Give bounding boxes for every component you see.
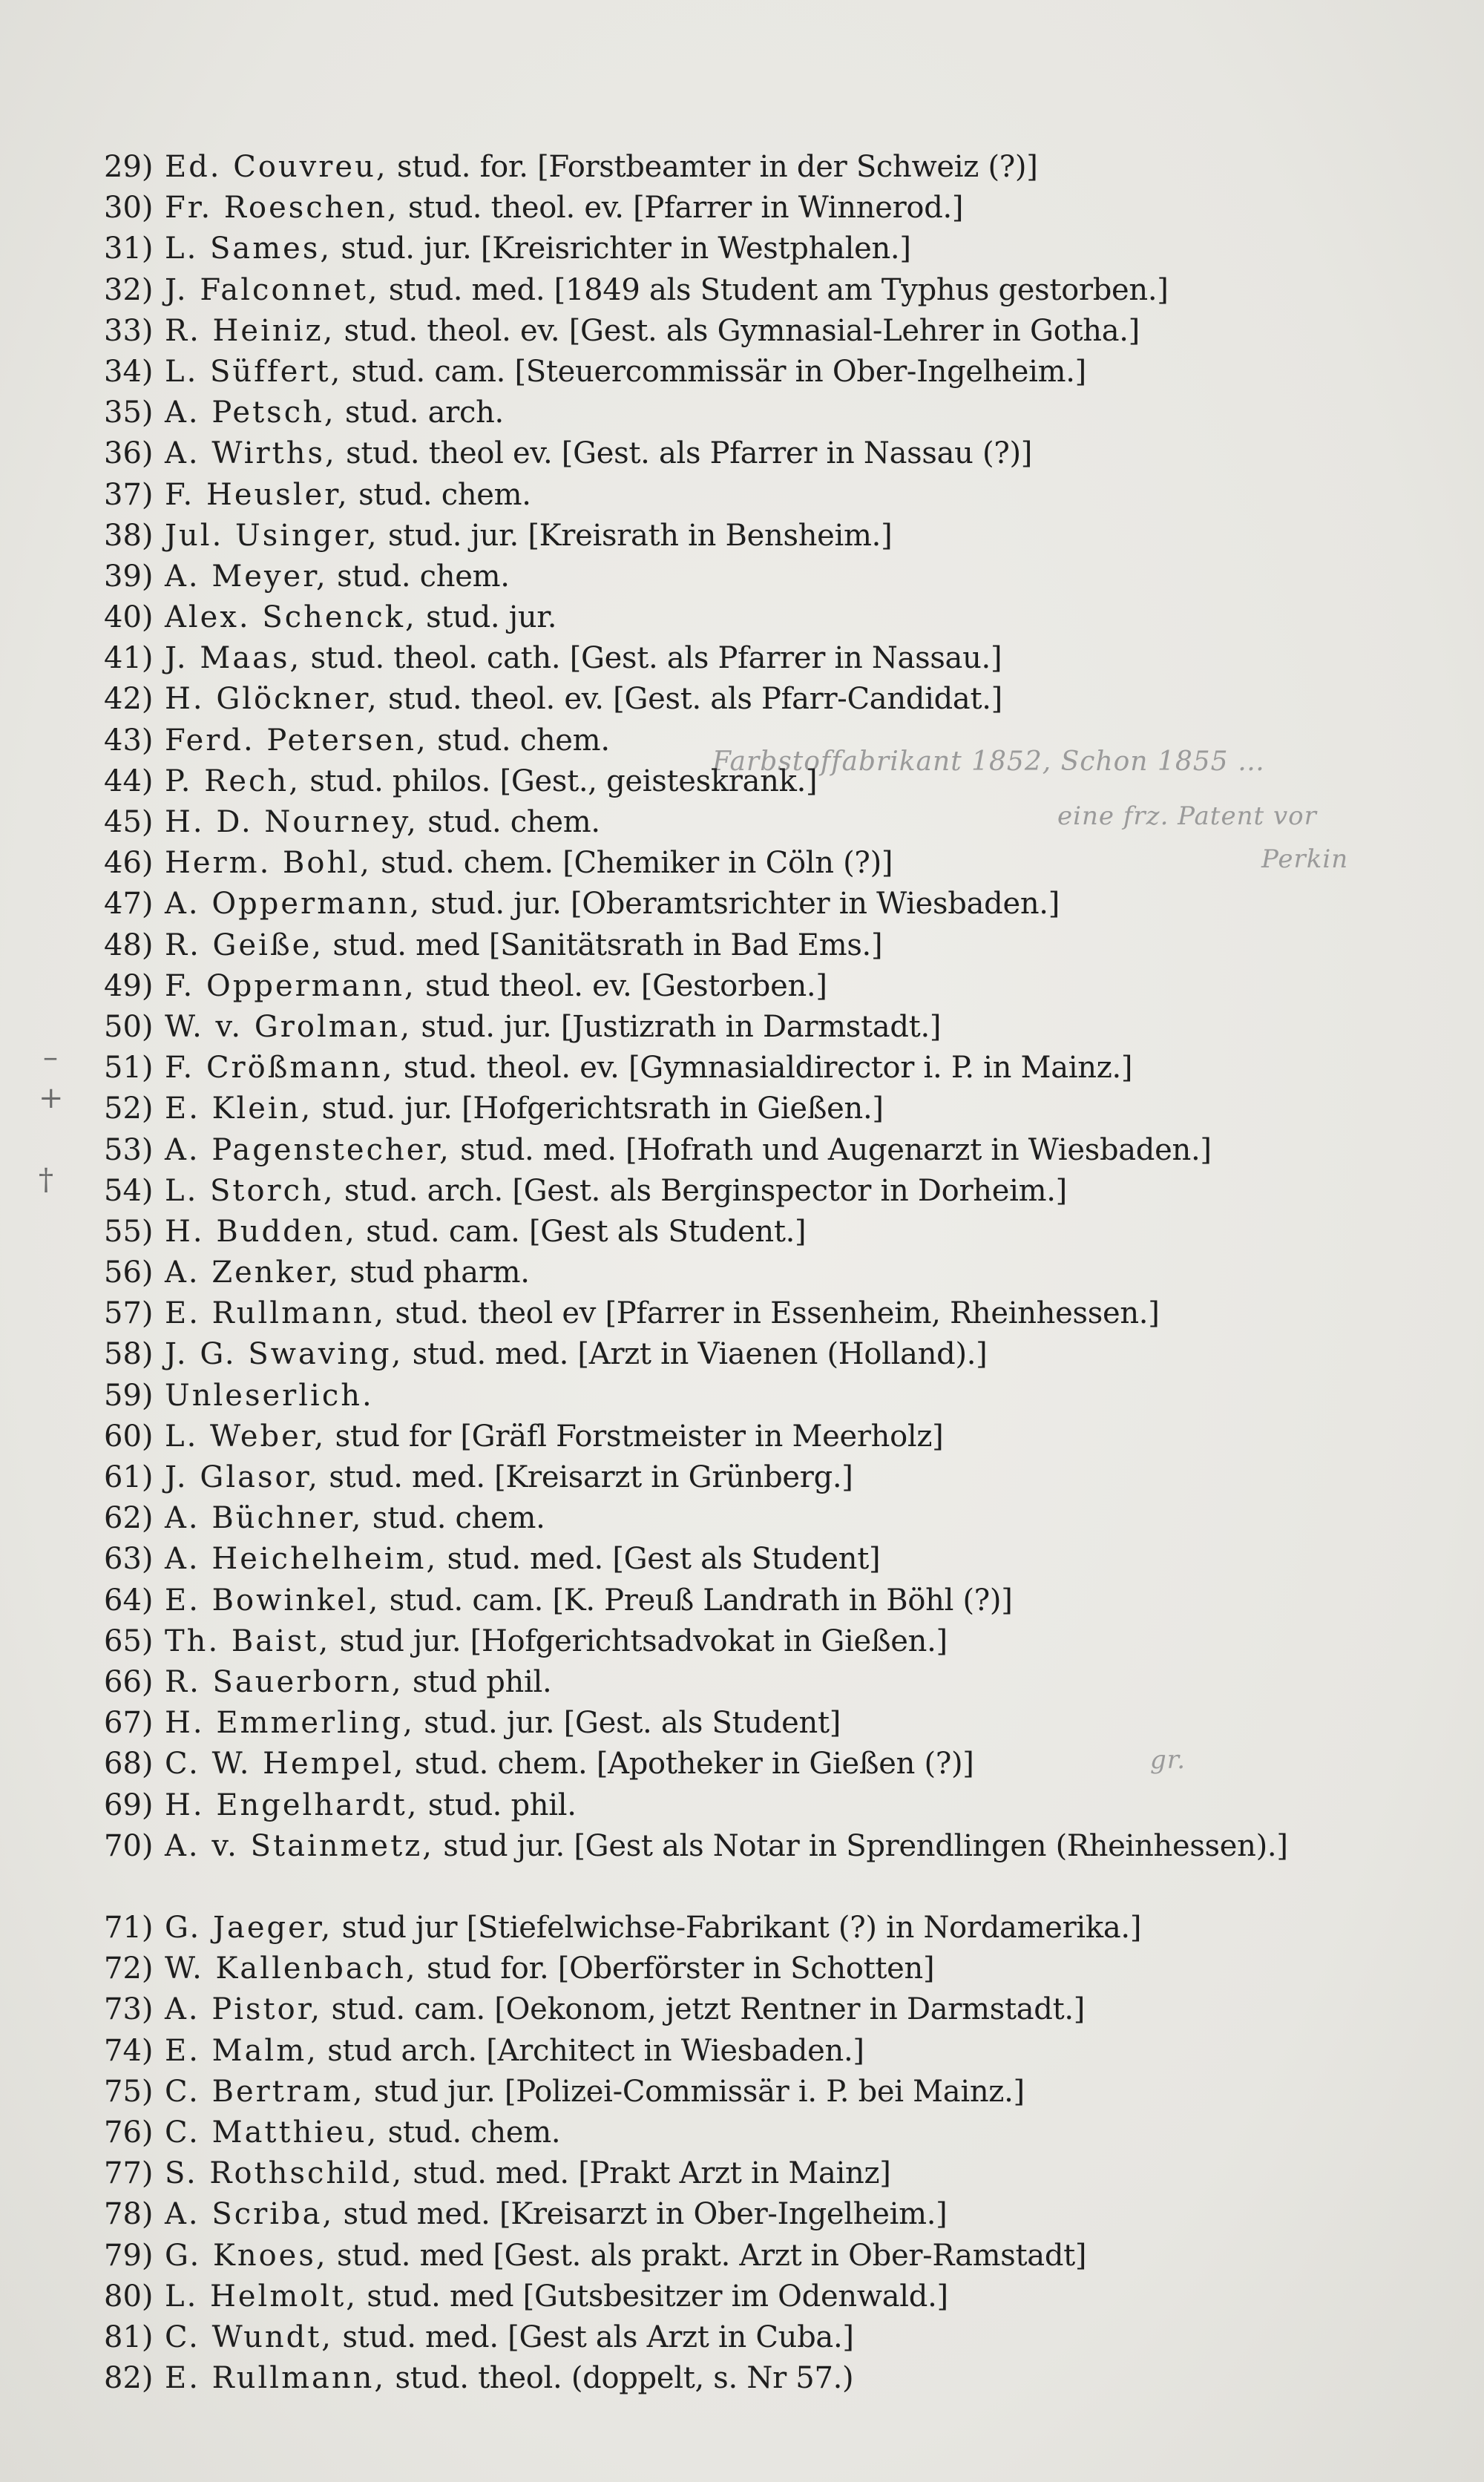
entry-name: A. Büchner, xyxy=(165,1501,364,1536)
list-item xyxy=(0,188,1484,229)
list-item xyxy=(0,1826,1484,1908)
entry-name: A. Oppermann, xyxy=(165,887,422,922)
entry-name: A. Wirths, xyxy=(165,436,337,471)
list-item xyxy=(0,802,1484,843)
list-item xyxy=(0,1539,1484,1580)
entry-details: stud jur. [Hofgerichtsadvokat in Gießen.] xyxy=(330,1624,948,1658)
entry-details: stud. med. [1849 als Student am Typhus gestorben.] xyxy=(379,272,1169,307)
list-item xyxy=(0,1948,1484,1989)
entry-details: stud. med. [Hofrath und Augenarzt in Wiesbaden.] xyxy=(450,1132,1212,1167)
entry-details: stud theol. ev. [Gestorben.] xyxy=(416,968,827,1003)
entry-details: stud for [Gräfl Forstmeister in Meerholz] xyxy=(326,1419,944,1454)
list-item xyxy=(0,1376,1484,1416)
entry-details: stud. chem. [Chemiker in Cöln (?)] xyxy=(371,846,893,881)
entry-details: stud. chem. [Apotheker in Gießen (?)] xyxy=(405,1747,974,1782)
entry-name: R. Geiße, xyxy=(165,928,324,962)
entry-number: 33) xyxy=(104,313,154,348)
entry-text xyxy=(165,1130,1454,1171)
entry-text xyxy=(165,2276,1454,2317)
entry-name: W. v. Grolman, xyxy=(165,1009,413,1044)
entry-number: 76) xyxy=(104,2115,154,2150)
entry-details: stud. phil. xyxy=(418,1787,577,1822)
entry-text xyxy=(165,1744,1454,1785)
list-item xyxy=(0,2153,1484,2194)
entry-number: 64) xyxy=(104,1583,154,1618)
entry-text xyxy=(165,720,1454,761)
entry-text xyxy=(165,311,1454,352)
entry-text xyxy=(165,1908,1454,1948)
entry-text xyxy=(165,2112,1454,2153)
entry-text xyxy=(165,1785,1454,1826)
entry-number: 42) xyxy=(104,682,154,717)
entry-number: 75) xyxy=(104,2074,154,2109)
entry-details: stud. theol. (doppelt, s. Nr 57.) xyxy=(386,2361,854,2396)
entry-details: stud. arch. [Gest. als Berginspector in Dorheim.] xyxy=(335,1173,1067,1208)
entry-number: 82) xyxy=(104,2361,154,2396)
entry-name: H. Engelhardt, xyxy=(165,1787,419,1822)
entry-text xyxy=(165,352,1454,393)
entry-name: H. Budden, xyxy=(165,1214,357,1249)
entry-name: F. Heusler, xyxy=(165,477,349,512)
entry-details: stud for. [Oberförster in Schotten] xyxy=(417,1951,935,1986)
entry-name: E. Klein, xyxy=(165,1091,313,1126)
entry-details: stud. theol ev. [Gest. als Pfarrer in Nassau (?)] xyxy=(336,436,1033,471)
entry-details: stud. med. [Arzt in Viaenen (Holland).] xyxy=(403,1337,988,1372)
list-item xyxy=(0,557,1484,597)
entry-text xyxy=(165,1334,1454,1375)
entry-text xyxy=(165,475,1454,516)
list-item xyxy=(0,1580,1484,1621)
entry-text xyxy=(165,679,1454,720)
entry-details: stud. theol. ev. [Pfarrer in Winnerod.] xyxy=(398,191,964,226)
entry-details: stud. for. [Forstbeamter in der Schweiz (?)] xyxy=(387,150,1038,184)
entry-text xyxy=(165,1212,1454,1253)
list-item xyxy=(0,1416,1484,1457)
entry-name: A. Heichelheim, xyxy=(165,1542,439,1577)
entry-text xyxy=(165,188,1454,229)
entry-name: A. Meyer, xyxy=(165,559,328,594)
entry-text xyxy=(165,393,1454,433)
entry-details: stud. chem. xyxy=(418,805,600,839)
entry-number: 37) xyxy=(104,477,154,512)
margin-cross-mark: † xyxy=(39,1163,53,1197)
entry-name: E. Rullmann, xyxy=(165,1296,387,1331)
entry-name: S. Rothschild, xyxy=(165,2156,404,2191)
entry-text xyxy=(165,1989,1454,2030)
student-list xyxy=(0,147,1484,2399)
entry-name: J. G. Swaving, xyxy=(165,1337,404,1372)
entry-number: 66) xyxy=(104,1664,154,1699)
list-item xyxy=(0,2317,1484,2358)
entry-text xyxy=(165,966,1454,1007)
entry-details: stud. med. [Gest als Arzt in Cuba.] xyxy=(333,2320,854,2354)
entry-details: stud. jur. [Kreisrichter in Westphalen.] xyxy=(332,232,911,266)
entry-text xyxy=(165,229,1454,269)
entry-name: E. Bowinkel, xyxy=(165,1583,381,1618)
entry-name: L. Sames, xyxy=(165,232,332,266)
entry-number: 80) xyxy=(104,2279,154,2314)
list-item xyxy=(0,966,1484,1007)
entry-name: J. Glasor, xyxy=(165,1460,321,1494)
list-item xyxy=(0,1334,1484,1375)
entry-name: Ferd. Petersen, xyxy=(165,723,428,758)
entry-name: E. Rullmann, xyxy=(165,2361,387,2396)
margin-dash-mark: – xyxy=(43,1040,58,1074)
entry-number: 77) xyxy=(104,2156,154,2191)
entry-name: F. Oppermann, xyxy=(165,968,416,1003)
list-item xyxy=(0,1744,1484,1785)
entry-text xyxy=(165,1948,1454,1989)
list-item xyxy=(0,1989,1484,2030)
entry-details: stud. chem. xyxy=(349,477,531,512)
entry-number: 61) xyxy=(104,1460,154,1494)
entry-number: 35) xyxy=(104,395,154,430)
entry-name: H. Glöckner, xyxy=(165,682,379,717)
entry-details: stud. chem. xyxy=(378,2115,561,2150)
entry-number: 43) xyxy=(104,723,154,758)
entry-number: 68) xyxy=(104,1747,154,1782)
entry-number: 47) xyxy=(104,887,154,922)
list-item xyxy=(0,1089,1484,1129)
list-item xyxy=(0,516,1484,557)
handwritten-note-68: gr. xyxy=(1150,1745,1186,1775)
entry-name: G. Jaeger, xyxy=(165,1911,333,1946)
list-item xyxy=(0,229,1484,269)
list-item xyxy=(0,1048,1484,1089)
entry-details: stud. philos. [Gest., geisteskrank.] xyxy=(300,764,818,798)
entry-name: P. Rech, xyxy=(165,764,301,798)
entry-details: stud arch. [Architect in Wiesbaden.] xyxy=(318,2033,864,2068)
entry-name: R. Sauerborn, xyxy=(165,1664,404,1699)
list-item xyxy=(0,638,1484,679)
entry-name: L. Helmolt, xyxy=(165,2279,358,2314)
entry-number: 38) xyxy=(104,518,154,553)
entry-details: stud pharm. xyxy=(340,1255,530,1290)
entry-name: A. Petsch, xyxy=(165,395,336,430)
entry-details: stud. med. [Prakt Arzt in Mainz] xyxy=(404,2156,891,2191)
entry-text xyxy=(165,2031,1454,2072)
list-item xyxy=(0,1212,1484,1253)
entry-details: stud. theol. cath. [Gest. als Pfarrer in Nassau.] xyxy=(301,641,1002,676)
entry-text xyxy=(165,884,1454,925)
margin-plus-mark: + xyxy=(39,1081,64,1115)
entry-name: Fr. Roeschen, xyxy=(165,191,399,226)
entry-name: Alex. Schenck, xyxy=(165,600,417,635)
handwritten-note-45: eine frz. Patent vor xyxy=(1057,801,1317,831)
entry-number: 36) xyxy=(104,436,154,471)
entry-details: stud. jur. xyxy=(416,600,557,635)
entry-text xyxy=(165,1498,1454,1539)
entry-details: stud. jur. [Kreisrath in Bensheim.] xyxy=(378,518,893,553)
entry-text xyxy=(165,516,1454,557)
entry-number: 63) xyxy=(104,1542,154,1577)
entry-name: Ed. Couvreu, xyxy=(165,150,388,184)
entry-details: stud. theol. ev. [Gymnasialdirector i. P. in Mainz.] xyxy=(394,1051,1133,1086)
entry-number: 57) xyxy=(104,1296,154,1331)
entry-number: 67) xyxy=(104,1706,154,1741)
list-item xyxy=(0,270,1484,311)
entry-name: A. Pistor, xyxy=(165,1992,323,2027)
entry-name: C. Wundt, xyxy=(165,2320,334,2354)
entry-details: stud. chem. xyxy=(363,1501,545,1536)
entry-name: C. W. Hempel, xyxy=(165,1747,406,1782)
entry-number: 53) xyxy=(104,1132,154,1167)
entry-text xyxy=(165,1253,1454,1293)
list-item xyxy=(0,1007,1484,1048)
list-item xyxy=(0,1662,1484,1703)
entry-number: 31) xyxy=(104,232,154,266)
entry-text xyxy=(165,2072,1454,2112)
entry-text xyxy=(165,2153,1454,2194)
entry-details: stud jur. [Gest als Notar in Sprendlingen (Rheinhessen).] xyxy=(433,1828,1288,1863)
entry-details: stud. theol ev [Pfarrer in Essenheim, Rheinhessen.] xyxy=(386,1296,1160,1331)
entry-text xyxy=(165,2358,1454,2399)
list-item xyxy=(0,1457,1484,1498)
entry-number: 48) xyxy=(104,928,154,962)
handwritten-note-46: Perkin xyxy=(1261,844,1349,874)
entry-name: H. D. Nourney, xyxy=(165,805,418,839)
entry-number: 44) xyxy=(104,764,154,798)
entry-text xyxy=(165,1171,1454,1212)
entry-text xyxy=(165,2317,1454,2358)
entry-details: stud. med [Gest. als prakt. Arzt in Ober-Ramstadt] xyxy=(327,2238,1087,2273)
list-item xyxy=(0,2358,1484,2399)
entry-number: 56) xyxy=(104,1255,154,1290)
list-item xyxy=(0,2112,1484,2153)
entry-text xyxy=(165,1703,1454,1744)
entry-number: 60) xyxy=(104,1419,154,1454)
entry-name: E. Malm, xyxy=(165,2033,318,2068)
entry-details: stud. med. [Gest als Student] xyxy=(438,1542,881,1577)
entry-details: stud. med. [Kreisarzt in Grünberg.] xyxy=(320,1460,853,1494)
entry-text xyxy=(165,1376,1454,1416)
entry-number: 49) xyxy=(104,968,154,1003)
list-item xyxy=(0,679,1484,720)
list-item xyxy=(0,147,1484,188)
entry-details: stud jur. [Polizei-Commissär i. P. bei Mainz.] xyxy=(364,2074,1025,2109)
entry-text xyxy=(165,761,1454,802)
entry-name: A. v. Stainmetz, xyxy=(165,1828,434,1863)
entry-details: stud. med [Sanitätsrath in Bad Ems.] xyxy=(324,928,883,962)
entry-details: stud. cam. [Gest als Student.] xyxy=(356,1214,807,1249)
entry-text xyxy=(165,1416,1454,1457)
list-item xyxy=(0,1498,1484,1539)
list-item xyxy=(0,311,1484,352)
entry-text xyxy=(165,802,1454,843)
handwritten-note-43: Farbstoffabrikant 1852, Schon 1855 … xyxy=(712,746,1265,777)
entry-number: 30) xyxy=(104,191,154,226)
entry-name: J. Maas, xyxy=(165,641,302,676)
list-item xyxy=(0,393,1484,433)
entry-name: R. Heiniz, xyxy=(165,313,335,348)
entry-text xyxy=(165,1048,1454,1089)
entry-name: F. Crößmann, xyxy=(165,1051,395,1086)
entry-name: W. Kallenbach, xyxy=(165,1951,418,1986)
entry-number: 62) xyxy=(104,1501,154,1536)
list-item xyxy=(0,2276,1484,2317)
entry-number: 65) xyxy=(104,1624,154,1658)
entry-text xyxy=(165,2194,1454,2235)
entry-text xyxy=(165,925,1454,966)
entry-details: stud. jur. [Justizrath in Darmstadt.] xyxy=(412,1009,942,1044)
entry-number: 32) xyxy=(104,272,154,307)
entry-name: L. Süffert, xyxy=(165,354,343,389)
entry-name: A. Zenker, xyxy=(165,1255,341,1290)
entry-number: 73) xyxy=(104,1992,154,2027)
entry-text xyxy=(165,638,1454,679)
entry-number: 58) xyxy=(104,1337,154,1372)
entry-name: C. Bertram, xyxy=(165,2074,365,2109)
entry-number: 39) xyxy=(104,559,154,594)
entry-details: stud. cam. [Steuercommissär in Ober-Ingelheim.] xyxy=(342,354,1086,389)
entry-number: 81) xyxy=(104,2320,154,2354)
entry-name: Herm. Bohl, xyxy=(165,846,372,881)
entry-text xyxy=(165,1293,1454,1334)
entry-number: 69) xyxy=(104,1787,154,1822)
list-item xyxy=(0,2194,1484,2235)
entry-text xyxy=(165,1621,1454,1662)
list-item xyxy=(0,1785,1484,1826)
entry-name: L. Weber, xyxy=(165,1419,326,1454)
entry-details: stud. theol. ev. [Gest. als Pfarr-Candidat.] xyxy=(378,682,1002,717)
entry-name: G. Knoes, xyxy=(165,2238,328,2273)
entry-text xyxy=(165,1539,1454,1580)
entry-number: 29) xyxy=(104,150,154,184)
entry-number: 45) xyxy=(104,805,154,839)
entry-text xyxy=(165,1662,1454,1703)
list-item xyxy=(0,597,1484,638)
entry-details: stud. chem. xyxy=(327,559,510,594)
entry-name: L. Storch, xyxy=(165,1173,335,1208)
entry-text xyxy=(165,1826,1454,1867)
entry-number: 54) xyxy=(104,1173,154,1208)
entry-text xyxy=(165,147,1454,188)
list-item xyxy=(0,1293,1484,1334)
entry-details: stud. theol. ev. [Gest. als Gymnasial-Lehrer in Gotha.] xyxy=(335,313,1140,348)
list-item xyxy=(0,720,1484,761)
entry-text xyxy=(165,1007,1454,1048)
entry-details: stud. cam. [K. Preuß Landrath in Böhl (?)] xyxy=(380,1583,1013,1618)
entry-details: stud. jur. [Hofgerichtsrath in Gießen.] xyxy=(312,1091,884,1126)
entry-details: stud. cam. [Oekonom, jetzt Rentner in Darmstadt.] xyxy=(322,1992,1086,2027)
list-item xyxy=(0,761,1484,802)
entry-name: A. Pagenstecher, xyxy=(165,1132,451,1167)
list-item xyxy=(0,1621,1484,1662)
entry-name: C. Matthieu, xyxy=(165,2115,379,2150)
entry-name: H. Emmerling, xyxy=(165,1706,415,1741)
entry-number: 50) xyxy=(104,1009,154,1044)
entry-number: 34) xyxy=(104,354,154,389)
entry-text xyxy=(165,1580,1454,1621)
entry-text xyxy=(165,2236,1454,2276)
list-item xyxy=(0,433,1484,474)
list-item xyxy=(0,352,1484,393)
entry-name: Th. Baist, xyxy=(165,1624,331,1658)
entry-details: stud. med [Gutsbesitzer im Odenwald.] xyxy=(357,2279,948,2314)
entry-number: 59) xyxy=(104,1378,154,1413)
list-item xyxy=(0,2236,1484,2276)
list-item xyxy=(0,475,1484,516)
entry-number: 41) xyxy=(104,641,154,676)
entry-details: stud. jur. [Oberamtsrichter in Wiesbaden.] xyxy=(421,887,1060,922)
entry-details: stud. chem. xyxy=(427,723,610,758)
entry-text xyxy=(165,843,1454,884)
entry-number: 71) xyxy=(104,1911,154,1946)
list-item xyxy=(0,1908,1484,1948)
entry-details: stud med. [Kreisarzt in Ober-Ingelheim.] xyxy=(334,2197,948,2232)
entry-number: 55) xyxy=(104,1214,154,1249)
entry-text xyxy=(165,597,1454,638)
entry-number: 79) xyxy=(104,2238,154,2273)
entry-name: J. Falconnet, xyxy=(165,272,380,307)
entry-number: 78) xyxy=(104,2197,154,2232)
list-item xyxy=(0,2031,1484,2072)
entry-name: A. Scriba, xyxy=(165,2197,335,2232)
entry-number: 74) xyxy=(104,2033,154,2068)
entry-number: 51) xyxy=(104,1051,154,1086)
list-item xyxy=(0,1130,1484,1171)
entry-number: 72) xyxy=(104,1951,154,1986)
list-item xyxy=(0,925,1484,966)
entry-number: 70) xyxy=(104,1828,154,1863)
list-item xyxy=(0,1171,1484,1212)
entry-name: Unleserlich. xyxy=(165,1378,374,1413)
entry-text xyxy=(165,1457,1454,1498)
entry-number: 40) xyxy=(104,600,154,635)
list-item xyxy=(0,1703,1484,1744)
list-item xyxy=(0,2072,1484,2112)
entry-text xyxy=(165,557,1454,597)
entry-number: 52) xyxy=(104,1091,154,1126)
list-item xyxy=(0,843,1484,884)
entry-text xyxy=(165,1089,1454,1129)
entry-name: Jul. Usinger, xyxy=(165,518,379,553)
entry-text xyxy=(165,270,1454,311)
entry-details: stud. jur. [Gest. als Student] xyxy=(414,1706,841,1741)
list-item xyxy=(0,884,1484,925)
entry-number: 46) xyxy=(104,846,154,881)
entry-details: stud phil. xyxy=(403,1664,552,1699)
entry-text xyxy=(165,433,1454,474)
entry-details: stud. arch. xyxy=(335,395,504,430)
list-item xyxy=(0,1253,1484,1293)
entry-details: stud jur [Stiefelwichse-Fabrikant (?) in Nordamerika.] xyxy=(332,1911,1142,1946)
